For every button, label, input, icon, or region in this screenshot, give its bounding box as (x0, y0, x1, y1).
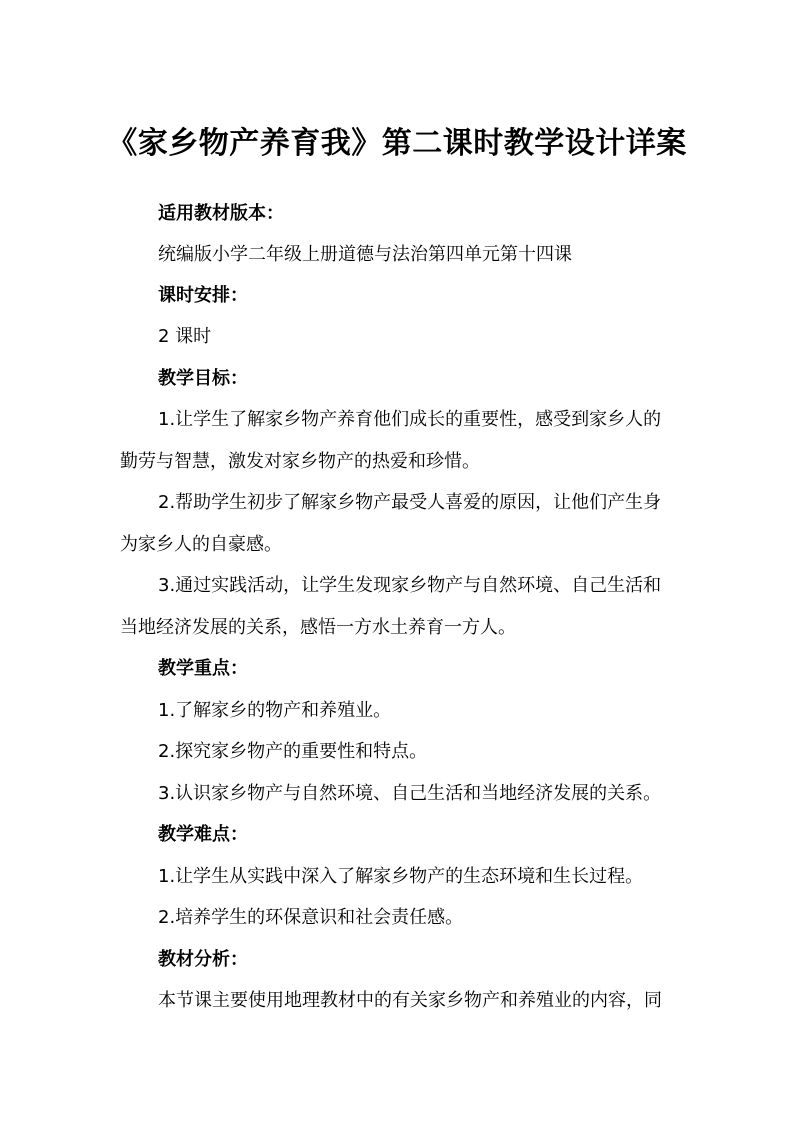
objective-item-1-line-2: 勤劳与智慧，激发对家乡物产的热爱和珍惜。 (120, 451, 480, 472)
key-point-item-3: 3.认识家乡物产与自然环境、自己生活和当地经济发展的关系。 (158, 783, 662, 804)
difficulty-item-2: 2.培养学生的环保意识和社会责任感。 (158, 907, 464, 928)
document-title: 《家乡物产养育我》第二课时教学设计详案 (107, 126, 687, 161)
section-heading-objectives: 教学目标： (158, 368, 248, 389)
analysis-text: 本节课主要使用地理教材中的有关家乡物产和养殖业的内容，同 (158, 990, 662, 1011)
objective-item-1-line-1: 1.让学生了解家乡物产养育他们成长的重要性，感受到家乡人的 (158, 409, 662, 430)
difficulty-item-1: 1.让学生从实践中深入了解家乡物产的生态环境和生长过程。 (158, 866, 644, 887)
section-heading-textbook-version: 适用教材版本： (158, 203, 284, 224)
section-heading-key-points: 教学重点： (158, 658, 248, 679)
section-heading-analysis: 教材分析： (158, 949, 248, 970)
objective-item-2-line-2: 为家乡人的自豪感。 (120, 534, 282, 555)
key-point-item-2: 2.探究家乡物产的重要性和特点。 (158, 741, 428, 762)
section-heading-difficulties: 教学难点： (158, 824, 248, 845)
textbook-version-text: 统编版小学二年级上册道德与法治第四单元第十四课 (158, 244, 572, 265)
objective-item-3-line-1: 3.通过实践活动，让学生发现家乡物产与自然环境、自己生活和 (158, 575, 662, 596)
objective-item-3-line-2: 当地经济发展的关系，感悟一方水土养育一方人。 (120, 617, 516, 638)
section-heading-schedule: 课时安排： (158, 285, 248, 306)
schedule-text: 2 课时 (158, 326, 212, 347)
objective-item-2-line-1: 2.帮助学生初步了解家乡物产最受人喜爱的原因，让他们产生身 (158, 492, 662, 513)
key-point-item-1: 1.了解家乡的物产和养殖业。 (158, 700, 392, 721)
